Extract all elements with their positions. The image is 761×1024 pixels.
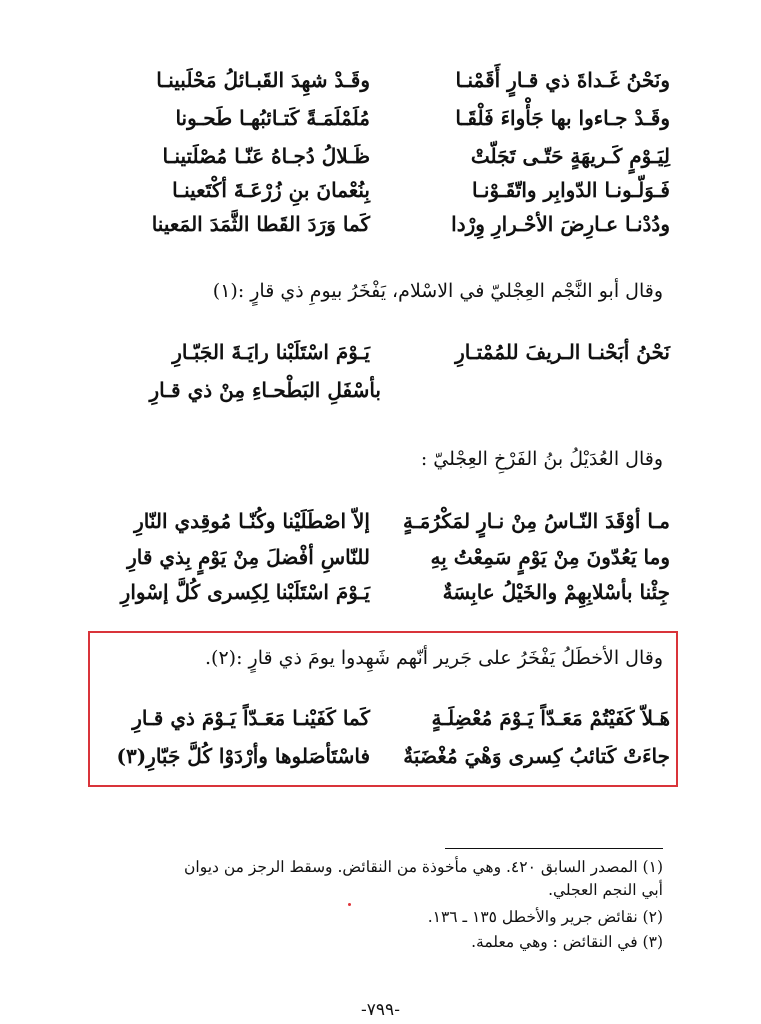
verse-line xyxy=(100,503,670,539)
second-hemistich: بِنُعْمانَ بنِ زُرْعَـةَ أكْتَعينـا xyxy=(172,178,370,202)
verse-line xyxy=(100,206,670,242)
poem-introduction: وقال الأخطَلُ يَفْخَرُ على جَرير أنّهم شَهِدوا يومَ ذي قارٍ :(٢). xyxy=(205,647,663,669)
poem-introduction: وقال العُدَيْلُ بنُ الفَرْخِ العِجْليّ : xyxy=(420,448,663,470)
verse-line xyxy=(100,738,670,774)
second-hemistich: ظَـلالُ دُجـاهُ عَنّـا مُصْلَتينـا xyxy=(162,144,370,168)
verse-line xyxy=(100,100,670,136)
verse-line xyxy=(100,334,670,370)
verse-line xyxy=(100,574,670,610)
first-hemistich: نَحْنُ أبَحْنـا الـريفَ للمُمْتـارِ xyxy=(455,340,670,364)
first-hemistich: وما يَعُدّونَ مِنْ يَوْمٍ سَمِعْتُ بِهِ xyxy=(430,545,670,569)
second-hemistich: يَـوْمَ اسْتَلَبْنا رايَـةَ الجَبّـارِ xyxy=(172,340,370,364)
second-hemistich: كَما كَفَيْنـا مَعَـدّاً يَـوْمَ ذي قـارِ xyxy=(132,706,370,730)
footnote-1: (١) المصدر السابق ٤٢٠. وهي مأخوذة من النقائض. وسقط الرجز من ديوان xyxy=(184,858,663,876)
verse-line xyxy=(100,62,670,98)
footnote-3: (٣) في النقائض : وهي معلمة. xyxy=(471,933,663,951)
first-hemistich: فَـوَلّـونـا الدّوابِر واتّقَـوْنـا xyxy=(471,178,670,202)
first-hemistich: هَـلاّ كَفَيْتُمْ مَعَـدّاً يَـوْمَ مُعْضِلَـةٍ xyxy=(431,706,670,730)
first-hemistich: جِئْنا بأسْلابِهِمْ والخَيْلُ عابِسَةٌ xyxy=(442,580,670,604)
verse-line xyxy=(100,138,670,174)
first-hemistich: مـا أوْقَدَ النّـاسُ مِنْ نـارٍ لمَكْرُمَـةٍ xyxy=(403,509,670,533)
second-hemistich: وقَـدْ شهِدَ القَبـائلُ مَحْلَبينـا xyxy=(156,68,370,92)
verse-line xyxy=(100,172,670,208)
footnote-1-continued: أبي النجم العجلي. xyxy=(548,881,663,899)
second-hemistich: يَـوْمَ اسْتَلَبْنا لِكِسرى كُلَّ إسْوارِ xyxy=(120,580,370,604)
footnote-separator xyxy=(445,848,663,849)
second-hemistich: كَما وَرَدَ القَطا الثَّمَدَ المَعينا xyxy=(151,212,370,236)
verse-line-single: بأسْفَلِ البَطْحـاءِ مِنْ ذي قـارِ xyxy=(149,378,381,402)
verse-line xyxy=(100,700,670,736)
first-hemistich: ودُدْنـا عـارِضَ الأحْـرارِ وِرْدا xyxy=(451,212,670,236)
second-hemistich: مُلَمْلَمَـةً كَتـائبُهـا طَحـونا xyxy=(175,106,370,130)
footnote-2: (٢) نقائض جرير والأخطل ١٣٥ ـ ١٣٦. xyxy=(427,908,663,926)
second-hemistich: للنّاسِ أفْضلَ مِنْ يَوْمٍ بِذي قارِ xyxy=(127,545,370,569)
verse-line xyxy=(100,539,670,575)
page-number: -٧٩٩- xyxy=(361,1000,400,1020)
poem-introduction: وقال أبو النَّجْم العِجْليّ في الاسْلام، يَفْخَرُ بيومِ ذي قارٍ :(١) xyxy=(212,280,663,302)
first-hemistich: جاءَتْ كَتائبُ كِسرى وَهْيَ مُغْضَبَةٌ xyxy=(403,744,670,768)
first-hemistich: ونَحْنُ غَـداةَ ذي قـارٍ أَقَمْنـا xyxy=(455,68,670,92)
first-hemistich: وقَـدْ جـاءوا بها جَأْواءَ فَلْقَـا xyxy=(455,106,670,130)
second-hemistich: فاسْتَأصَلوها وأرْدَوْا كُلَّ جَبّارِ(٣) xyxy=(116,744,370,768)
first-hemistich: لِيَـوْمٍ كَـريهَةٍ حَتّـى تَجَلّتْ xyxy=(470,144,670,168)
second-hemistich: إلاّ اصْطَلَيْنا وكُنّـا مُوقِدي النّارِ xyxy=(134,509,370,533)
